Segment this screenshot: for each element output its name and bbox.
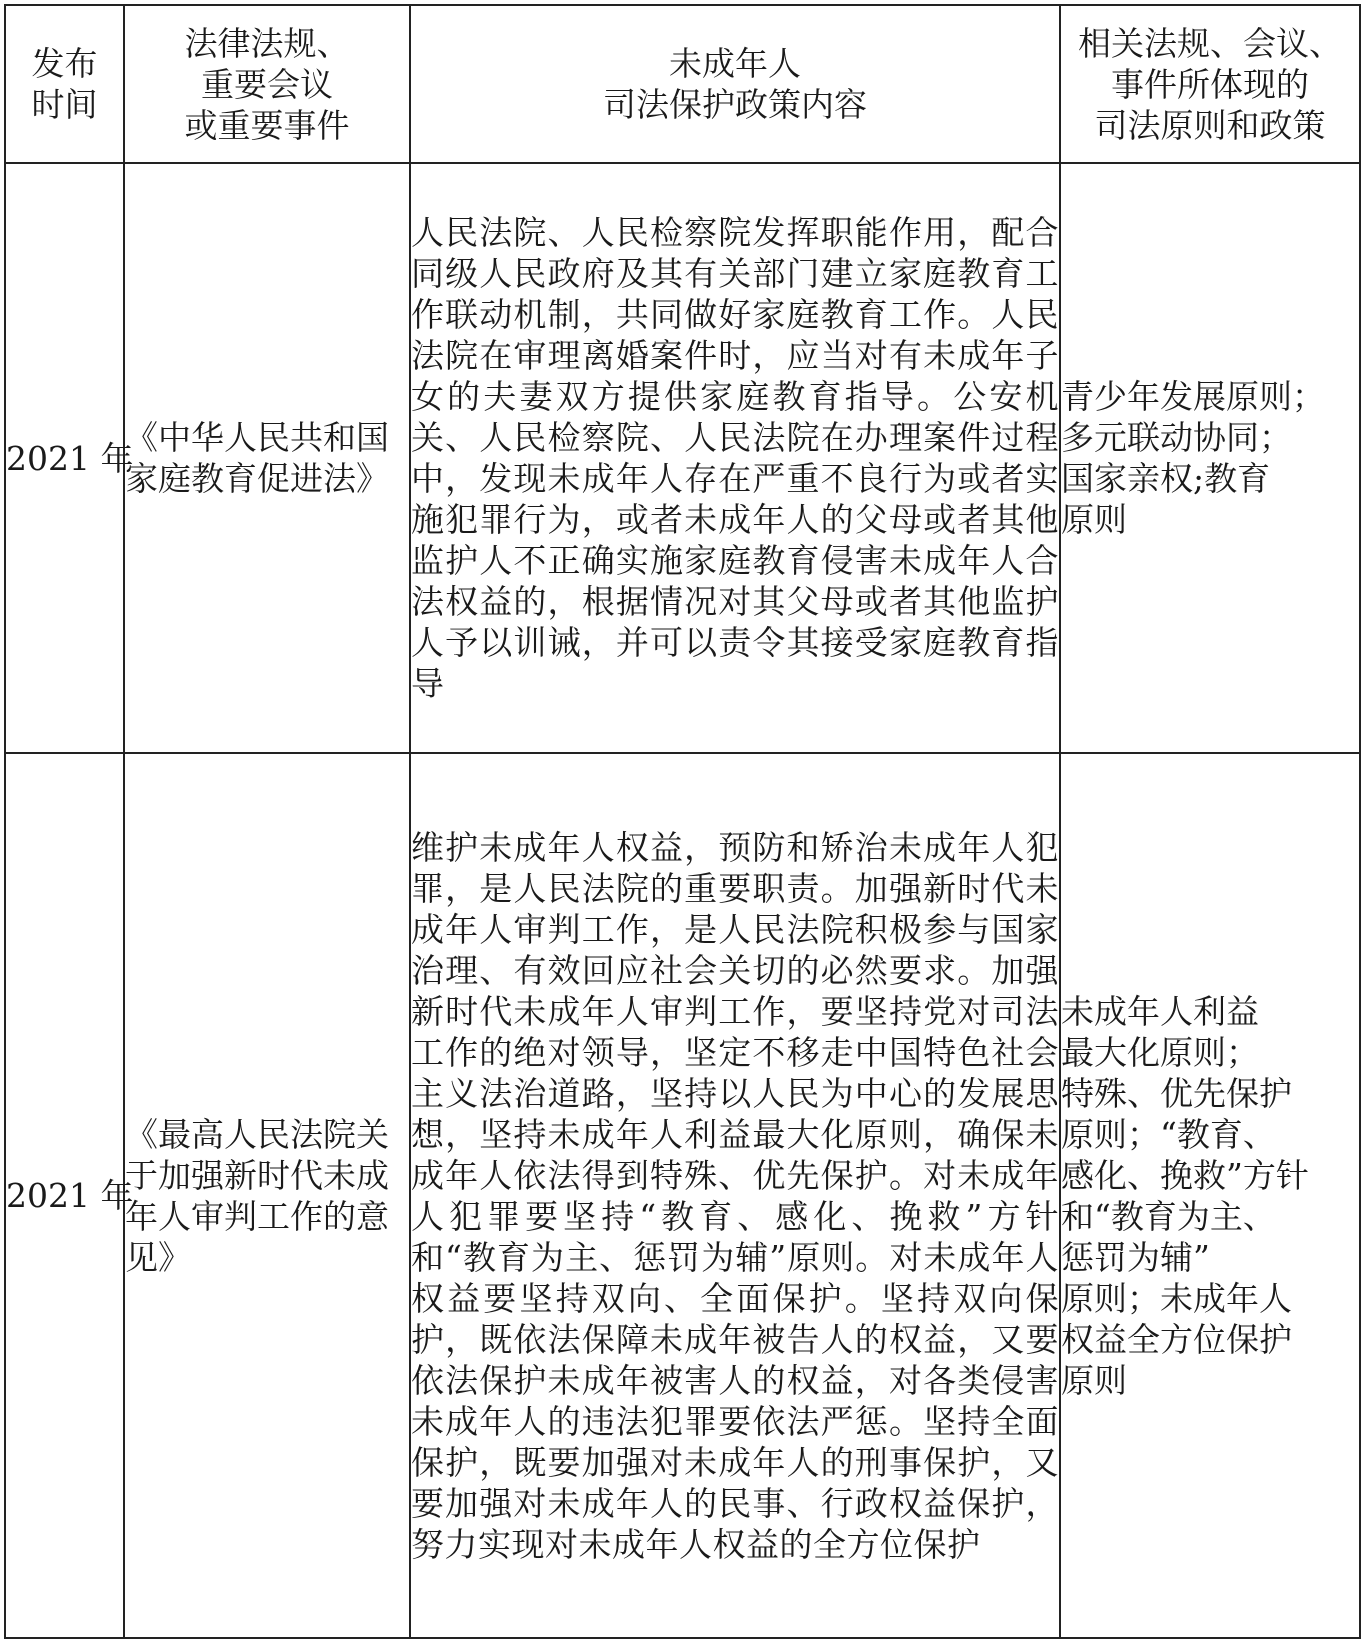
release-time-cell: 2021 年: [5, 163, 124, 753]
header-policy-content: 未成年人 司法保护政策内容: [410, 5, 1060, 163]
table-row: [5, 163, 1360, 753]
table-header-row: [5, 5, 1360, 163]
principles-cell: 未成年人利益 最大化原则； 特殊、优先保护 原则；“教育、 感化、挽救”方针 和“教育为主、 惩罚为辅” 原则；未成年人 权益全方位保护 原则: [1060, 753, 1360, 1638]
policy-content-cell: 人民法院、人民检察院发挥职能作用，配合同级人民政府及其有关部门建立家庭教育工作联动机制，共同做好家庭教育工作。人民法院在审理离婚案件时，应当对有未成年子女的夫妻双方提供家庭教育指导。公安机关、人民检察院、人民法院在办理案件过程中，发现未成年人存在严重不良行为或者实施犯罪行为，或者未成年人的父母或者其他监护人不正确实施家庭教育侵害未成年人合法权益的，根据情况对其父母或者其他监护人予以训诫，并可以责令其接受家庭教育指导: [410, 163, 1060, 753]
header-principles: 相关法规、会议、 事件所体现的 司法原则和政策: [1060, 5, 1360, 163]
principles-cell: 青少年发展原则； 多元联动协同； 国家亲权;教育 原则: [1060, 163, 1360, 753]
table-row: [5, 753, 1360, 1638]
law-title-cell: 《中华人民共和国家庭教育促进法》: [124, 163, 410, 753]
header-law-or-event: 法律法规、 重要会议 或重要事件: [124, 5, 410, 163]
release-time-cell: 2021 年: [5, 753, 124, 1638]
policy-content-cell: 维护未成年人权益，预防和矫治未成年人犯罪，是人民法院的重要职责。加强新时代未成年人审判工作，是人民法院积极参与国家治理、有效回应社会关切的必然要求。加强新时代未成年人审判工作，要坚持党对司法工作的绝对领导，坚定不移走中国特色社会主义法治道路，坚持以人民为中心的发展思想，坚持未成年人利益最大化原则，确保未成年人依法得到特殊、优先保护。对未成年人犯罪要坚持“教育、感化、挽救”方针和“教育为主、惩罚为辅”原则。对未成年人权益要坚持双向、全面保护。坚持双向保护，既依法保障未成年被告人的权益，又要依法保护未成年被害人的权益，对各类侵害未成年人的违法犯罪要依法严惩。坚持全面保护，既要加强对未成年人的刑事保护，又要加强对未成年人的民事、行政权益保护，努力实现对未成年人权益的全方位保护: [410, 753, 1060, 1638]
header-release-time: 发布 时间: [5, 5, 124, 163]
law-title-cell: 《最高人民法院关于加强新时代未成年人审判工作的意见》: [124, 753, 410, 1638]
policy-table: [4, 4, 1361, 1639]
